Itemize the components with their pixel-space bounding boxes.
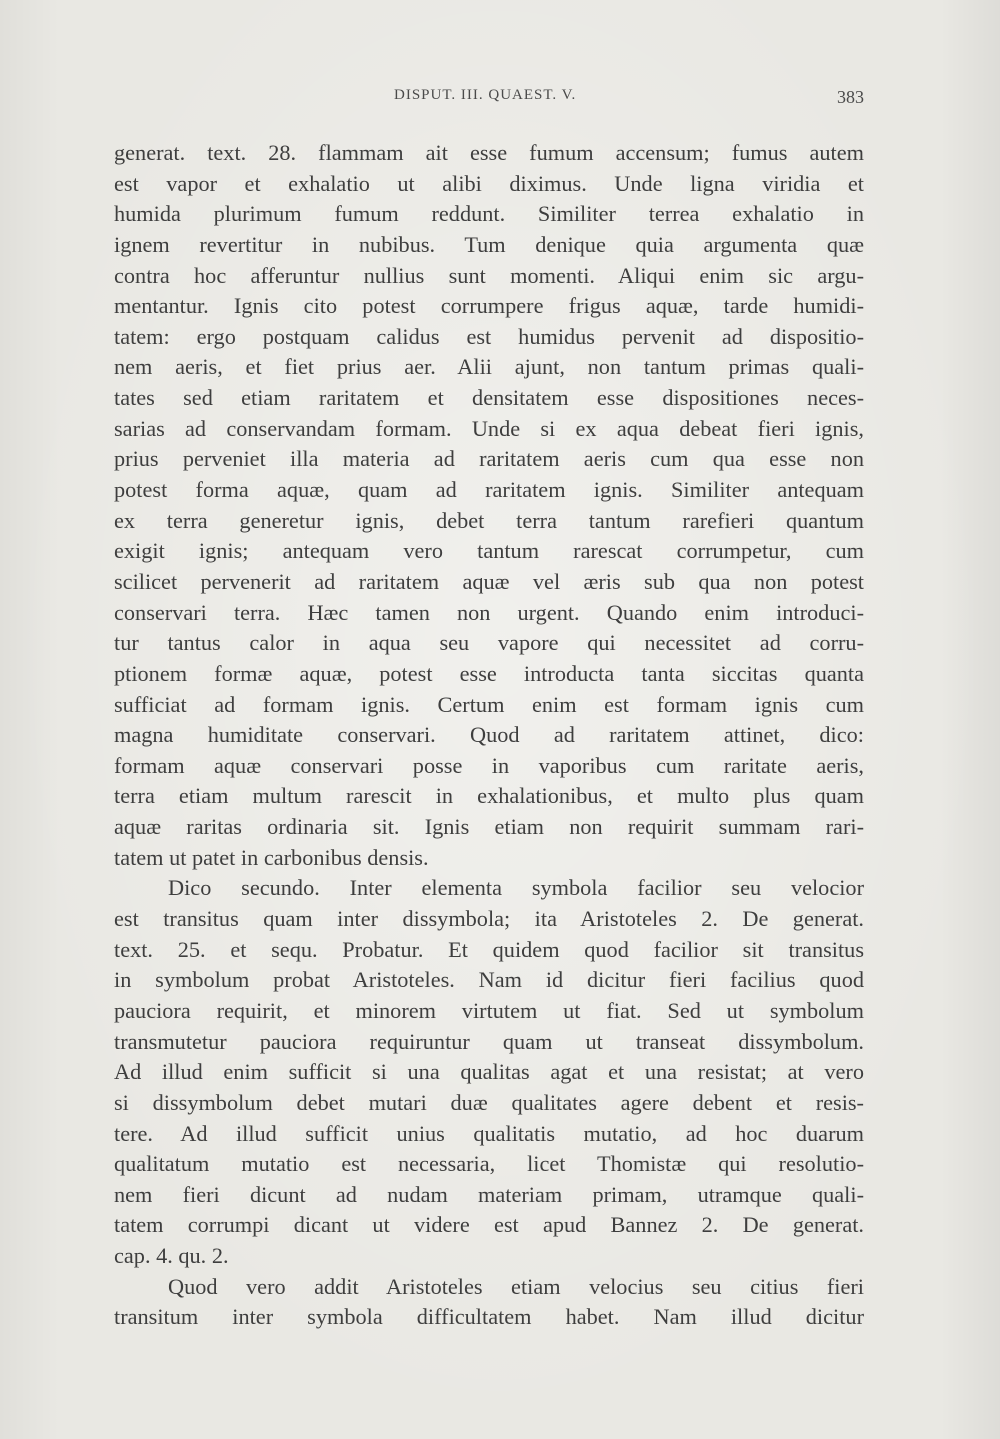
paragraph-start-line: Quod vero addit Aristoteles etiam velocius seu citius fieri: [168, 1273, 864, 1299]
text-line: humida plurimum fumum reddunt. Similiter terrea exhalatio in: [114, 201, 864, 227]
text-line: exigit ignis; antequam vero tantum rarescat corrumpetur, cum: [114, 538, 864, 564]
text-line: mentantur. Ignis cito potest corrumpere frigus aquæ, tarde humidi-: [114, 293, 864, 319]
text-line: pauciora requirit, et minorem virtutem ut fiat. Sed ut symbolum: [114, 997, 864, 1023]
text-line: formam aquæ conservari posse in vaporibus cum raritate aeris,: [114, 752, 864, 778]
paragraph-end-line: cap. 4. qu. 2.: [114, 1243, 229, 1269]
text-line: tates sed etiam raritatem et densitatem esse dispositiones neces-: [114, 385, 864, 411]
text-line: nem fieri dicunt ad nudam materiam primam, utramque quali-: [114, 1181, 864, 1207]
running-head: [114, 87, 864, 111]
text-line: generat. text. 28. flammam ait esse fumum accensum; fumus autem: [114, 140, 864, 165]
text-line: tatem: ergo postquam calidus est humidus pervenit ad dispositio-: [114, 323, 864, 349]
text-line: text. 25. et sequ. Probatur. Et quidem quod facilior sit transitus: [114, 936, 864, 962]
text-line: ptionem formæ aquæ, potest esse introducta tanta siccitas quanta: [114, 660, 864, 686]
text-line: ex terra generetur ignis, debet terra tantum rarefieri quantum: [114, 507, 864, 533]
paragraph-start-line: Dico secundo. Inter elementa symbola facilior seu velocior: [168, 875, 864, 901]
text-line: ignem revertitur in nubibus. Tum denique quia argumenta quæ: [114, 231, 864, 257]
body-text: [114, 138, 864, 1333]
text-line: sarias ad conservandam formam. Unde si ex aqua debeat fieri ignis,: [114, 415, 864, 441]
text-line: conservari terra. Hæc tamen non urgent. Quando enim introduci-: [114, 599, 864, 625]
text-line: magna humiditate conservari. Quod ad raritatem attinet, dico:: [114, 722, 864, 748]
page-number: 383: [837, 87, 864, 107]
text-line: tatem corrumpi dicant ut videre est apud Bannez 2. De generat.: [114, 1212, 864, 1238]
text-line: prius perveniet illa materia ad raritatem aeris cum qua esse non: [114, 446, 864, 472]
paragraph-end-line: tatem ut patet in carbonibus densis.: [114, 844, 429, 870]
text-line: si dissymbolum debet mutari duæ qualitates agere debent et resis-: [114, 1089, 864, 1115]
text-line: transitum inter symbola difficultatem habet. Nam illud dicitur: [114, 1304, 864, 1330]
text-line: est vapor et exhalatio ut alibi diximus. Unde ligna viridia et: [114, 170, 864, 196]
text-line: sufficiat ad formam ignis. Certum enim est formam ignis cum: [114, 691, 864, 717]
text-line: Ad illud enim sufficit si una qualitas agat et una resistat; at vero: [114, 1059, 864, 1085]
text-line: transmutetur pauciora requiruntur quam ut transeat dissymbolum.: [114, 1028, 864, 1054]
text-line: in symbolum probat Aristoteles. Nam id dicitur fieri facilius quod: [114, 967, 864, 993]
text-line: terra etiam multum rarescit in exhalationibus, et multo plus quam: [114, 783, 864, 809]
text-line: aquæ raritas ordinaria sit. Ignis etiam non requirit summam rari-: [114, 814, 864, 840]
text-line: potest forma aquæ, quam ad raritatem ignis. Similiter antequam: [114, 477, 864, 503]
text-line: tere. Ad illud sufficit unius qualitatis mutatio, ad hoc duarum: [114, 1120, 864, 1146]
text-line: est transitus quam inter dissymbola; ita Aristoteles 2. De generat.: [114, 906, 864, 932]
text-line: contra hoc afferuntur nullius sunt momenti. Aliqui enim sic argu-: [114, 262, 864, 288]
text-line: qualitatum mutatio est necessaria, licet Thomistæ qui resolutio-: [114, 1151, 864, 1177]
text-line: tur tantus calor in aqua seu vapore qui necessitet ad corru-: [114, 630, 864, 656]
text-line: scilicet pervenerit ad raritatem aquæ vel æris sub qua non potest: [114, 568, 864, 594]
running-title: DISPUT. III. QUAEST. V.: [394, 87, 577, 103]
text-line: nem aeris, et fiet prius aer. Alii ajunt, non tantum primas quali-: [114, 354, 864, 380]
